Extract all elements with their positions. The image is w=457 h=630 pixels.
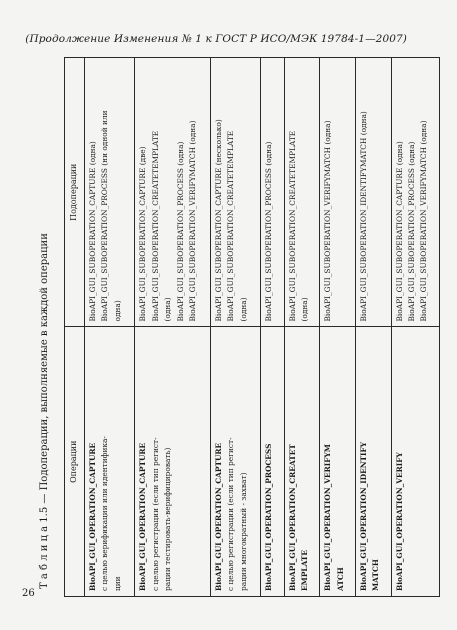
- suboperation-text: BioAPI_GUI_SUBOPERATION_PROCESS (одна): [407, 141, 417, 322]
- suboperation-text: (одна): [299, 297, 309, 322]
- table-row: [85, 58, 135, 597]
- operation-text: рации тестировать-верифицировать): [163, 447, 173, 591]
- operation-text: BioAPI_GUI_OPERATION_PROCESS: [264, 443, 274, 591]
- rotated-table-block: [26, 57, 441, 597]
- suboperation-cell: [261, 58, 284, 328]
- suboperation-text: BioAPI_GUI_SUBOPERATION_CREATETEMPLATE: [287, 130, 297, 322]
- suboperation-text: BioAPI_GUI_SUBOPERATION_VERIFYMATCH (одна): [188, 120, 198, 322]
- suboperation-cell: [85, 58, 135, 328]
- operation-text: BioAPI_GUI_OPERATION_CAPTURE: [214, 442, 224, 591]
- operation-text: BioAPI_GUI_OPERATION_VERIFYM: [323, 444, 333, 591]
- table-row: [284, 58, 320, 597]
- suboperation-cell: [284, 58, 320, 328]
- suboperation-text: BioAPI_GUI_SUBOPERATION_PROCESS (одна): [264, 141, 274, 322]
- suboperation-text: BioAPI_GUI_SUBOPERATION_CREATETEMPLATE: [150, 130, 160, 322]
- suboperation-cell: [391, 58, 439, 328]
- operation-text: MATCH: [371, 559, 381, 591]
- suboperation-cell: [211, 58, 261, 328]
- operation-cell: [135, 327, 211, 597]
- suboperations-table: [64, 57, 440, 597]
- page-header: (Продолжение Изменения № 1 к ГОСТ Р ИСО/МЭК 19784-1—2007): [25, 33, 407, 45]
- suboperation-text: BioAPI_GUI_SUBOPERATION_VERIFYMATCH (одна): [419, 120, 429, 322]
- suboperation-text: BioAPI_GUI_SUBOPERATION_CAPTURE (две): [138, 146, 148, 322]
- page-number: 26: [22, 588, 35, 599]
- table-row: [135, 58, 211, 597]
- operation-text: ции: [112, 576, 122, 591]
- operation-cell: [284, 327, 320, 597]
- operation-cell: [391, 327, 439, 597]
- operation-text: BioAPI_GUI_OPERATION_CAPTURE: [138, 442, 148, 591]
- suboperation-text: BioAPI_GUI_SUBOPERATION_CREATETEMPLATE: [226, 130, 236, 322]
- table-row: [355, 58, 391, 597]
- suboperation-text: BioAPI_GUI_SUBOPERATION_CAPTURE (одна): [88, 141, 97, 322]
- operation-cell: [320, 327, 356, 597]
- column-header-suboperations: Подоперации: [65, 58, 85, 328]
- operation-text: BioAPI_GUI_OPERATION_IDENTIFY: [358, 441, 368, 591]
- operation-text: BioAPI_GUI_OPERATION_CREATET: [287, 444, 297, 591]
- operation-cell: [355, 327, 391, 597]
- table-caption: Т а б л и ц а 1.5 — Подоперации, выполняемые в каждой операции: [39, 233, 50, 589]
- operation-text: рации многократный - захват): [238, 472, 248, 591]
- operation-text: BioAPI_GUI_OPERATION_VERIFY: [394, 452, 404, 591]
- operation-cell: [211, 327, 261, 597]
- column-header-operations: Операции: [65, 327, 85, 597]
- operation-text: BioAPI_GUI_OPERATION_CAPTURE: [88, 442, 97, 591]
- suboperation-cell: [320, 58, 356, 328]
- table-body: [85, 58, 440, 597]
- suboperation-text: BioAPI_GUI_SUBOPERATION_CAPTURE (одна): [394, 141, 404, 322]
- suboperation-text: одна): [112, 300, 122, 322]
- table-row: [261, 58, 284, 597]
- suboperation-text: BioAPI_GUI_SUBOPERATION_CAPTURE (несколько): [214, 119, 224, 322]
- table-row: [320, 58, 356, 597]
- operation-text: ATCH: [335, 567, 345, 591]
- operation-text: EMPLATE: [299, 549, 309, 591]
- suboperation-text: (одна): [163, 297, 173, 322]
- suboperation-text: BioAPI_GUI_SUBOPERATION_VERIFYMATCH (одна): [323, 120, 333, 322]
- operation-text: с целью регистрации (если тип регист-: [150, 437, 160, 591]
- table-row: [391, 58, 439, 597]
- operation-text: с целью верификации или идентифика-: [100, 436, 110, 591]
- suboperation-cell: [355, 58, 391, 328]
- suboperation-text: BioAPI_GUI_SUBOPERATION_PROCESS (ни одной или: [100, 110, 110, 322]
- operation-cell: [85, 327, 135, 597]
- suboperation-text: (одна): [238, 297, 248, 322]
- suboperation-cell: [135, 58, 211, 328]
- suboperation-text: BioAPI_GUI_SUBOPERATION_IDENTIFYMATCH (одна): [358, 111, 368, 322]
- table-row: [211, 58, 261, 597]
- operation-text: с целью регистрации (если тип регист-: [226, 437, 236, 591]
- suboperation-text: BioAPI_GUI_SUBOPERATION_PROCESS (одна): [175, 141, 185, 322]
- operation-cell: [261, 327, 284, 597]
